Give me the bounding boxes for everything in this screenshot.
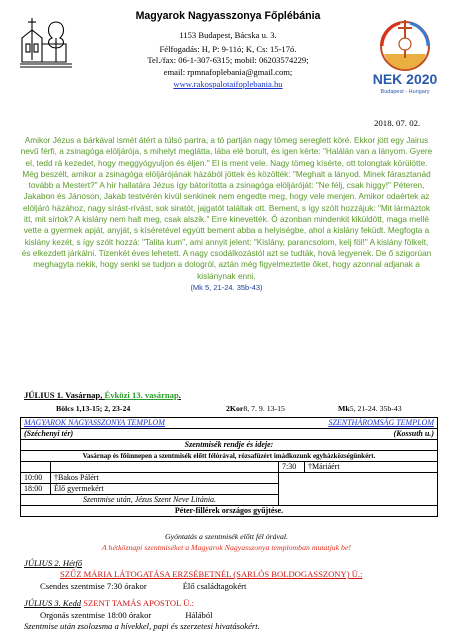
weekday-mass-note: A hétköznapi szentmiséket a Magyarok Nagyasszonya templomban mutatjuk be! [101,543,352,552]
row-intention-left: †Bakos Pálért [51,473,279,484]
table-row [21,506,438,517]
rosary-note: Vasárnap és főünnepen a szentmisék előtt félórával, rózsafüzért imádkozunk egyházközségünkért. [21,451,438,462]
table-row [21,473,438,484]
collection-note: Péter-fillérek országos gyűjtése. [21,506,438,517]
website-link[interactable]: www.rakospalotaifoplebania.hu [173,79,283,89]
table-row [21,462,438,473]
parish-title: Magyarok Nagyasszonya Főplébánia [135,10,321,22]
nek-logo-text: NEK 2020 [372,71,438,87]
phone-numbers: Tel./fax: 06-1-307-6315; mobil: 06203574229; [147,55,309,65]
nek-2020-logo [370,8,440,100]
office-hours: Félfogadás: H, P: 9-11ó; K, Cs: 15-17ó. [159,44,297,54]
row-time-left: 18:00 [21,484,51,495]
row-intention-right: †Máriáért [305,462,438,473]
gospel-text: Amikor Jézus a bárkával ismét átért a túlsó partra, a tó partján nagy tömeg sereglett köré. Ekkor jött egy Jairus nevű férfi, a zsinagóga elöljárója, s mihelyt meglátta, lába elé borult, és igen kérte: "Halálán van a lányom. Gyere el, tedd rá kezedet, hogy meggyógyuljon és éljen." El is ment vele. Nagy tömeg kísérte, ott tolongtak körülötte. Még beszélt, amikor a zsinagóga elöljárójának házából jöttek és közölték: "Meghalt a lányod. Minek fárasztanád tovább a Mestert?" A hír hallatára Jézus így bátorította a zsinagóga elöljáróját: "Ne félj, csak higgy!" Péteren, Jakabon és Jánoson, Jakab testvérén kívül senkinek nem engedte meg, hogy vele menjen. Amikor odaértek az elöljáró házához, nagy sírást-rívást, sok siratót, jajgatót találtak ott. Bement, s így szólt hozzájuk: "Mit lármáztok itt, mit sírtok? A kislány nem halt meg, csak alszik." Erre kinevették. Ő azonban mindenkit kiküldött, maga mellé vette a gyermek apját, anyját, s kíséretével együtt bement abba a helyiségbe, ahol a kislány feküdt. Megfogta a kislány kezét, s így szólt hozzá: "Talita kum", ami annyit jelent: "Kislány, parancsolom, kelj föl!" A kislány fölkelt, és elkezdett járkálni. Tizenkét éves lehetett. A nagy csodálkozástól azt se tudták, hová legyenek. De ő szigorúan meghagyta nekik, hogy senki se tudjon a dologról, aztán még figyelmeztette őket, hogy azonnal adjanak a kislánynak enni. [20,136,433,281]
mass-schedule-table [20,417,438,517]
church-right-name: SZENTHÁROMSÁG TEMPLOM [328,418,434,427]
july-1-end: . [178,390,181,400]
row-intention-left: Élő gyermekért [51,484,279,495]
email-address: email: rpmnafoplebania@gmail.com; [163,67,293,77]
nek-logo-subtext: Budapest - Hungary [380,89,430,95]
july-3-heading [24,598,194,608]
row-time-left: 10:00 [21,473,51,484]
row-intention-left [51,462,279,473]
row-time-left [21,462,51,473]
july-1-heading [24,390,181,400]
july-2-intention: Élő családtagokért [182,581,247,591]
parish-address: 1153 Budapest, Bácska u. 3. [179,30,277,40]
july-3-feast: SZENT TAMÁS APOSTOL Ü.: [83,598,194,608]
church-left-name: MAGYAROK NAGYASSZONYA TEMPLOM [24,418,165,427]
row-time-right: 7:30 [279,462,305,473]
july-2-feast: SZŰZ MÁRIA LÁTOGATÁSA ERZSÉBETNÉL (SARLÓS BOLDOGASSZONY) Ü.: [60,569,363,579]
july-2-day: JÚLIUS 2. Hétfő [24,558,82,568]
confession-note: Gyóntatás a szentmisék előtt fél órával. [165,532,288,541]
table-row [21,440,438,451]
mass-order-heading: Szentmisék rendje és ideje: [21,440,438,451]
parish-logo [18,8,76,74]
church-right-square: (Kossuth u.) [279,429,438,440]
july-3-vespers-note: Szentmise után zsolozsma a hívekkel, papi és szerzetesi hivatásokért. [24,621,260,631]
table-row [21,451,438,462]
july-1-sep: , [100,390,105,400]
litany-note: Szentmise után, Jézus Szent Neve Litánia. [82,495,217,504]
gospel-passage [20,135,433,293]
table-row [21,495,438,506]
table-row [21,418,438,429]
reading-1: Bölcs 1,13-15; 2, 23-24 [56,404,131,413]
july-3-mass [40,610,213,620]
table-row [21,484,438,495]
gospel-reference: (Mk 5, 21-24. 35b-43) [190,282,263,292]
bulletin-date: 2018. 07. 02. [374,118,421,128]
reading-3: Mk 5, 21-24. 35b-43 [338,404,402,413]
july-3-day: JÚLIUS 3. Kedd [24,598,82,608]
reading-2: 2Kor 8, 7. 9. 13-15 [226,404,285,413]
july-3-intention: Hálából [185,610,213,620]
table-row [21,429,438,440]
july-1-feast: Évközi 13. vasárnap [104,390,179,400]
church-left-square: (Széchenyi tér) [21,429,279,440]
july-2-mass [40,581,246,591]
july-2-mass-time: Csendes szentmise 7:30 órakor [40,581,147,591]
july-1-day: JÚLIUS 1. Vasárnap [24,390,101,400]
july-3-mass-time: Orgonás szentmise 18:00 órakor [40,610,152,620]
